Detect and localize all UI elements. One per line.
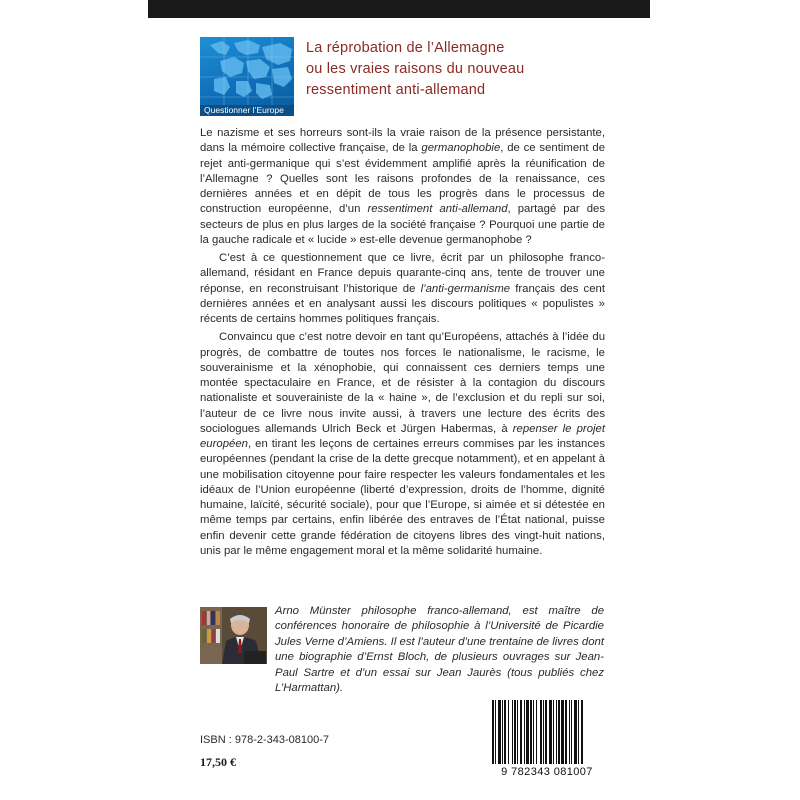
blurb-paragraph-2: [200, 251, 605, 327]
barcode-number: 9 782343 081007: [501, 766, 593, 778]
isbn-text: ISBN : 978-2-343-08100-7: [200, 734, 330, 746]
blurb-paragraph-3: [200, 330, 605, 559]
series-logo: [200, 37, 294, 116]
price-text: 17,50 €: [200, 755, 236, 769]
text-run: C’est à ce questionnement que ce livre, écrit par un philosophe franco-allemand, résidant en France depuis quarante-cinq ans, tente de trouver une réponse, en reconstruisant l’historique de: [200, 252, 605, 295]
text-run: Convaincu que c’est notre devoir en tant qu’Européens, attachés à l’idée du progrès, de combattre de toutes nos forces le nationalisme, le racisme, le souverainisme et la xénophobie, qui connaissent ces derniers temps une montée spectaculaire en France, et de résister à la contagion du discours nationaliste et souverainiste de la « haine », de l’exclusion et du repli sur soi, l’auteur de ce livre nous invite aussi, à travers une lecture des écrits des sociologues allemands Ulrich Beck et Jürgen Habermas, à: [200, 331, 605, 435]
author-name: Arno Münster: [275, 605, 351, 617]
barcode-icon: [488, 700, 606, 768]
emphasis-text: repenser le projet européen: [200, 422, 605, 450]
blurb-paragraph-1: [200, 126, 605, 248]
top-dark-bar: [148, 0, 650, 18]
book-back-cover: [148, 0, 650, 800]
text-run: , de ce sentiment de rejet anti-germanique qui s’est évidemment amplifié après la réunification de l’Allemagne ? Quelles sont les raisons profondes de la renaissance, ces dernières années et en dépit de tous les progrès dans le processus de construction européenne, d’un: [200, 142, 605, 216]
text-run: français des cent dernières années et en analysant aussi les discours politiques « populistes » récents de certains hommes politiques français.: [200, 282, 605, 325]
emphasis-text: l’anti-germanisme: [420, 282, 511, 295]
text-run: , en tirant les leçons de certaines erreurs commises par les instances européennes (pendant la crise de la dette grecque notamment), et en appelant à une mobilisation citoyenne pour faire respecter les valeurs fondamentales et les idéaux de l’Union européenne (liberté d’expression, droits de l’homme, dignité humaine, laïcité, sécurité sociale), pour que l’Europe, si aimée et si détestée en même temps par certains, enfin libérée des entraves de l’État national, puisse enfin devenir cette grande fédération de citoyens libres des vingt-huit nations, unis par le même engagement moral et la même solidarité humaine.: [200, 438, 605, 557]
text-run: Le nazisme et ses horreurs sont-ils la vraie raison de la présence persistante, dans la mémoire collective française, de la: [200, 127, 605, 155]
emphasis-text: ressentiment anti-allemand: [367, 203, 508, 216]
title-line-2: ou les vraies raisons du nouveau: [306, 61, 525, 77]
emphasis-text: germanophobie: [421, 142, 501, 155]
author-bio: [275, 604, 604, 696]
title-line-1: La réprobation de l’Allemagne: [306, 40, 505, 56]
author-description: philosophe franco-allemand, est maître de conférences honoraire de philosophie à l’Université de Picardie Jules Verne d’Amiens. Il est l’auteur d’une trentaine de livres dont une biographie d’Ernst Bloch, de plusieurs ouvrages sur Jean-Paul Sartre et d’un essai sur Jean Jaurès (tous publiés chez L’Harmattan).: [275, 605, 605, 695]
book-title: [306, 38, 524, 101]
author-photo: [200, 607, 267, 664]
blurb-text: [200, 126, 605, 562]
title-line-3: ressentiment anti-allemand: [306, 82, 486, 98]
series-label: Questionner l’Europe: [200, 105, 294, 116]
text-run: , partagé par des secteurs de plus en plus larges de la société française ? Pourquoi une partie de la gauche radicale et « lucide » est-elle devenue germanophobe ?: [200, 203, 605, 246]
